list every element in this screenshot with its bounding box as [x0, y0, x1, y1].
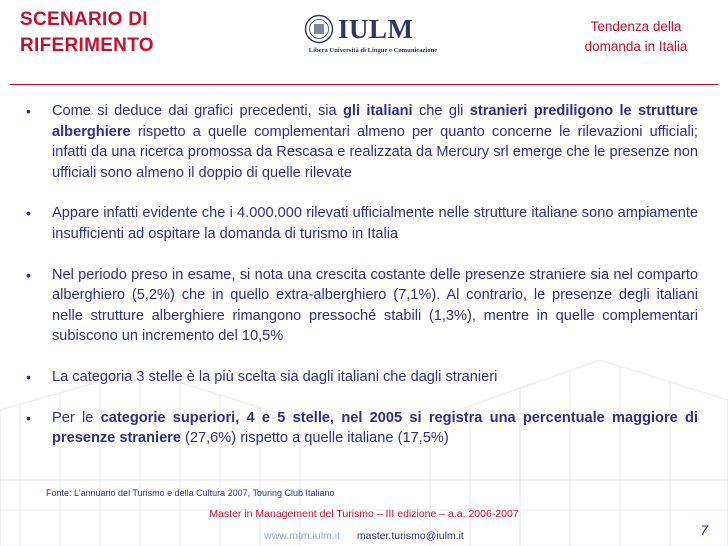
bullet-text: Nel periodo preso in esame, si nota una crescita costante delle presenze straniere sia nel comparto alberghiero (5,2%) che in quello extra-alberghiero (7,1%). Al contrario, le presenze degli italiani nelle strutture alberghiere rimangono pressoché stabili (1,3%), mentre in quelle complementari subiscono un incremento del 10,5%: [52, 266, 698, 345]
bullet-text-emphasis: categorie superiori, 4 e 5 stelle, nel 2005 si registra una percentuale maggiore di presenze straniere: [52, 409, 698, 447]
bullet-list: [22, 101, 698, 449]
page-number: 7: [700, 522, 708, 538]
bullet-text: Per le: [52, 409, 101, 426]
header-divider: [10, 84, 718, 85]
section-label: [556, 17, 716, 57]
slide-title: [20, 7, 250, 59]
footer-contacts: [0, 530, 728, 542]
bullet-item: [22, 367, 698, 388]
bullet-text: rispetto a quelle complementari almeno per quanto concerne le rilevazioni ufficiali; infatti da una ricerca promossa da Rescasa e realizzata da Mercury srl emerge che le presenze non ufficiali sono almeno il doppio di quelle rilevate: [52, 123, 698, 181]
logo-subtitle: Libera Università di Lingue e Comunicazione: [308, 47, 438, 54]
section-label-line2: domanda in Italia: [584, 39, 688, 54]
bullet-text-emphasis: gli italiani: [343, 103, 413, 119]
bullet-text: (27,6%) rispetto a quelle italiane (17,5%): [180, 430, 449, 447]
bullet-item: [22, 265, 698, 347]
bullet-item: [22, 203, 698, 244]
master-program-label: Master in Management del Turismo – III edizione – a.a. 2006-2007: [209, 508, 519, 520]
bullet-text: La categoria 3 stelle è la più scelta sia dagli italiani che dagli stranieri: [52, 368, 498, 385]
iulm-logo: [298, 12, 448, 60]
bullet-item: [22, 408, 698, 449]
slide-title-line2: RIFERIMENTO: [20, 35, 154, 56]
bullet-text: Come si deduce dai grafici precedenti, sia: [52, 103, 344, 119]
email-link[interactable]: master.turismo@iulm.it: [356, 530, 464, 542]
slide-title-line1: SCENARIO DI: [20, 9, 148, 30]
logo-wordmark: IULM: [338, 14, 414, 44]
bullet-text: che gli: [412, 103, 470, 119]
university-seal-icon: [304, 14, 334, 44]
bullet-text-emphasis: stranieri prediligono le strutture alberghiere: [52, 103, 698, 140]
bullet-item: [22, 101, 698, 183]
source-note: Fonte: L’annuario del Turismo e della Cultura 2007, Touring Club Italiano: [46, 488, 335, 498]
section-label-line1: Tendenza della: [590, 19, 682, 34]
bullet-text: Appare infatti evidente che i 4.000.000 rilevati ufficialmente nelle strutture italiane sono ampiamente insufficienti ad ospitare la domanda di turismo in Italia: [52, 205, 698, 242]
website-link[interactable]: www.mtm.iulm.it: [264, 530, 340, 542]
